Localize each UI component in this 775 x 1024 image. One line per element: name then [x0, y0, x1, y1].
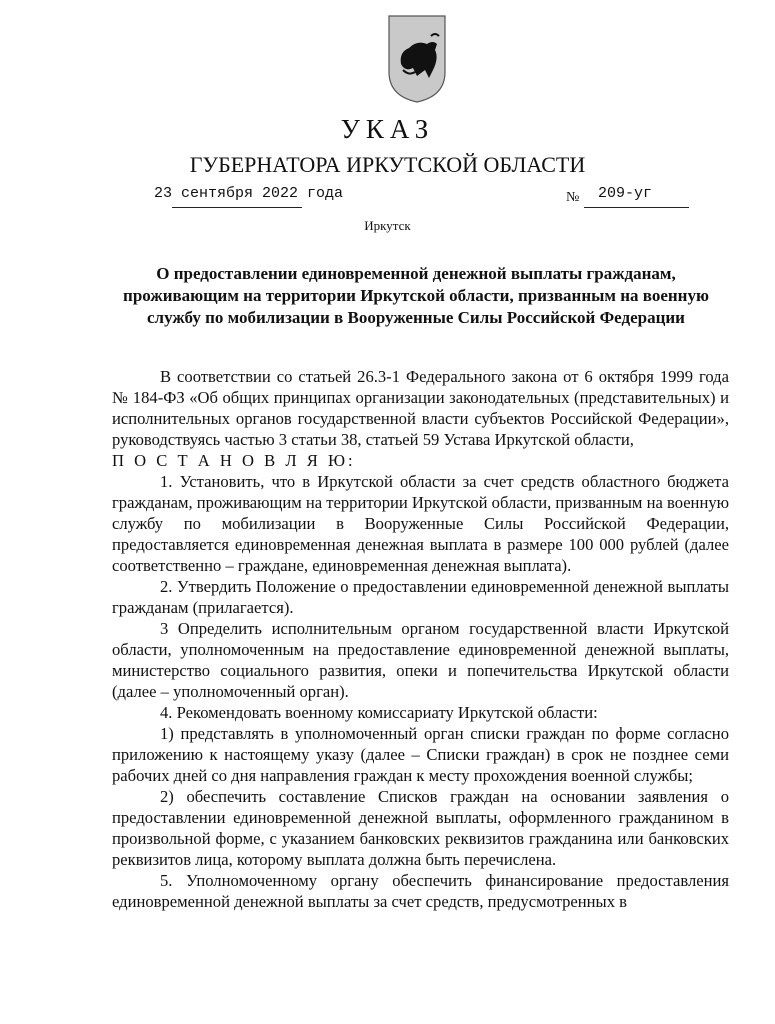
document-title: УКАЗ	[340, 114, 435, 144]
document-date: 23 сентября 2022 года	[154, 185, 344, 202]
number-underline	[584, 207, 689, 208]
paragraph-item-4: 4. Рекомендовать военному комиссариату Иркутской области:	[160, 703, 598, 722]
paragraph-item-3: 3 Определить исполнительным органом государственной власти Иркутской области, уполномоченным на предоставление единовременной денежной выплаты, министерство социального развития, опеки и попечительства Иркутской области (далее – уполномоченный орган).	[112, 619, 729, 701]
document-number: 209-уг	[598, 185, 653, 202]
paragraph-item-2: 2. Утвердить Положение о предоставлении единовременной денежной выплаты гражданам (прилагается).	[112, 577, 729, 617]
paragraph-item-1: 1. Установить, что в Иркутской области за счет средств областного бюджета гражданам, проживающим на территории Иркутской области, призванным на военную службу по мобилизации в Вооруженные Силы Российской Федерации, предоставляется единовременная денежная выплата в размере 100 000 рублей (далее соответственно – граждане, единовременная денежная выплата).	[112, 472, 730, 575]
paragraph-item-4-2: 2) обеспечить составление Списков граждан на основании заявления о предоставлении единовременной денежной выплаты, оформленного гражданином в произвольной форме, с указанием банковских реквизитов гражданина или банковских реквизитов лица, которому выплата должна быть перечислена.	[112, 787, 729, 869]
number-label: №	[566, 190, 580, 205]
paragraph-decree: П О С Т А Н О В Л Я Ю:	[112, 451, 356, 470]
date-underline	[172, 207, 302, 208]
document-subtitle: ГУБЕРНАТОРА ИРКУТСКОЙ ОБЛАСТИ	[189, 152, 586, 177]
paragraph-item-5: 5. Уполномоченному органу обеспечить финансирование предоставления единовременной денежной выплаты за счет средств, предусмотренных в	[112, 871, 729, 911]
document-city: Иркутск	[364, 218, 411, 233]
paragraph-preamble: В соответствии со статьей 26.3-1 Федерального закона от 6 октября 1999 года № 184-ФЗ «Об общих принципах организации законодательных (представительных) и исполнительных органов государственной власти субъектов Российской Федерации», руководствуясь частью 3 статьи 38, статьей 59 Устава Иркутской области,	[112, 367, 729, 449]
document-heading: О предоставлении единовременной денежной выплаты гражданам, проживающим на территории Иркутской области, призванным на военную службу по мобилизации в Вооруженные Силы Российской Федерации	[123, 264, 709, 327]
paragraph-item-4-1: 1) представлять в уполномоченный орган списки граждан по форме согласно приложению к настоящему указу (далее – Списки граждан) в срок не позднее семи рабочих дней со дня направления граждан к месту прохождения военной службы;	[112, 724, 729, 785]
document-body	[112, 366, 729, 912]
coat-of-arms-emblem	[387, 14, 447, 104]
